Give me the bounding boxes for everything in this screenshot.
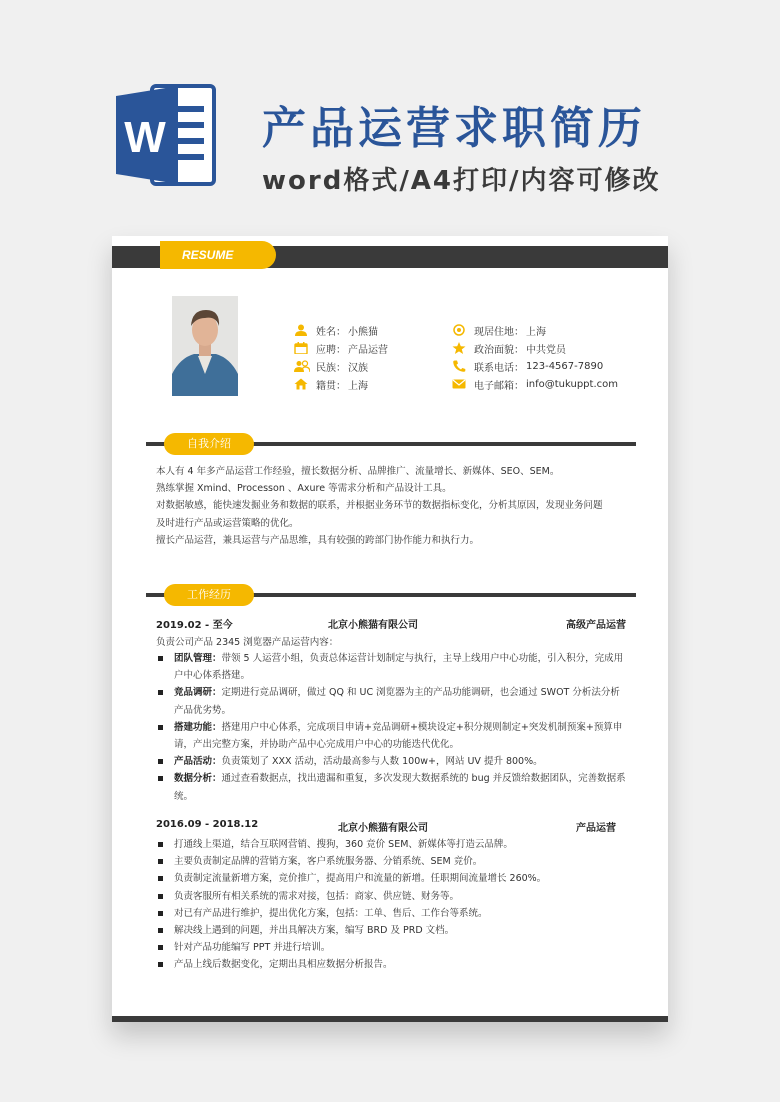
job-company: 北京小熊猫有限公司 bbox=[328, 620, 418, 631]
job-header bbox=[156, 616, 626, 632]
info-phone bbox=[452, 357, 618, 375]
info-label: 应聘： bbox=[316, 344, 346, 356]
info-position bbox=[294, 339, 388, 357]
job-header bbox=[156, 819, 626, 835]
word-doc-icon bbox=[112, 80, 222, 190]
star-icon bbox=[452, 342, 468, 354]
info-name bbox=[294, 321, 388, 339]
list-item: 团队管理：带领 5 人运营小组，负责总体运营计划制定与执行，主导上线用户中心功能，引入积分，完成用户中心体系搭建。 bbox=[156, 650, 626, 684]
info-ethnicity bbox=[294, 357, 388, 375]
info-value: 汉族 bbox=[348, 362, 368, 374]
job-period: 2016.09 - 2018.12 bbox=[156, 819, 259, 830]
info-residence bbox=[452, 321, 618, 339]
list-item: 搭建功能：搭建用户中心体系，完成项目申请+竞品调研+模块设定+积分规则制定+突发机制预案+预算申请，产出完整方案，并协助产品中心完成用户中心的功能迭代优化。 bbox=[156, 719, 626, 753]
info-value: info@tukuppt.com bbox=[526, 378, 618, 390]
list-item: 数据分析：通过查看数据点，找出遗漏和重复，多次发现大数据系统的 bug 并反馈给数据团队，完善数据系统。 bbox=[156, 770, 626, 804]
info-label: 电子邮箱： bbox=[474, 380, 524, 392]
info-label: 籍贯： bbox=[316, 380, 346, 392]
info-left bbox=[294, 321, 388, 393]
job-position: 高级产品运营 bbox=[566, 620, 626, 631]
info-value: 中共党员 bbox=[526, 344, 566, 356]
info-right bbox=[452, 321, 618, 393]
list-item: 产品上线后数据变化，定期出具相应数据分析报告。 bbox=[156, 956, 626, 973]
footer-bar bbox=[112, 1016, 668, 1022]
intro-line: 擅长产品运营，兼具运营与产品思维，具有较强的跨部门协作能力和执行力。 bbox=[156, 534, 480, 546]
phone-icon bbox=[452, 360, 468, 372]
list-item: 对已有产品进行维护，提出优化方案，包括：工单、售后、工作台等系统。 bbox=[156, 905, 626, 922]
info-label: 政治面貌： bbox=[474, 344, 524, 356]
section-header-intro bbox=[146, 433, 636, 455]
info-label: 现居住地： bbox=[474, 326, 524, 338]
info-email bbox=[452, 375, 618, 393]
info-value: 小熊猫 bbox=[348, 326, 378, 338]
list-item: 负责制定流量新增方案，竞价推广，提高用户和流量的新增。任职期间流量增长 260%。 bbox=[156, 870, 626, 887]
job-period: 2019.02 - 至今 bbox=[156, 620, 233, 631]
group-icon bbox=[294, 360, 310, 372]
resume-page bbox=[112, 236, 668, 1022]
job-intro: 负责公司产品 2345 浏览器产品运营内容： bbox=[156, 637, 339, 648]
list-item: 产品活动：负责策划了 XXX 活动，活动最高参与人数 100w+，网站 UV 提升 800%。 bbox=[156, 753, 626, 770]
mail-icon bbox=[452, 378, 468, 390]
info-label: 姓名： bbox=[316, 326, 346, 338]
word-logo-letter: W bbox=[124, 113, 166, 162]
job-bullets bbox=[156, 650, 626, 805]
job-bullets bbox=[156, 836, 626, 974]
info-value: 产品运营 bbox=[348, 344, 388, 356]
profile-photo bbox=[172, 296, 238, 396]
list-item: 解决线上遇到的问题，并出具解决方案，编写 BRD 及 PRD 文档。 bbox=[156, 922, 626, 939]
section-title: 工作经历 bbox=[164, 584, 254, 606]
section-title: 自我介绍 bbox=[164, 433, 254, 455]
info-hometown bbox=[294, 375, 388, 393]
info-value: 上海 bbox=[526, 326, 546, 338]
list-item: 打通线上渠道，结合互联网营销、搜狗，360 竞价 SEM、新媒体等打造云品牌。 bbox=[156, 836, 626, 853]
location-icon bbox=[452, 324, 468, 336]
intro-line: 对数据敏感，能快速发掘业务和数据的联系，并根据业务环节的数据指标变化，分析其原因，发现业务问题 bbox=[156, 500, 603, 512]
calendar-icon bbox=[294, 342, 310, 354]
info-label: 联系电话： bbox=[474, 362, 524, 374]
job-company: 北京小熊猫有限公司 bbox=[338, 823, 428, 834]
banner-title: 产品运营求职简历 bbox=[262, 103, 646, 154]
user-icon bbox=[294, 324, 310, 336]
section-header-work bbox=[146, 584, 636, 606]
intro-line: 熟练掌握 Xmind、Processon 、Axure 等需求分析和产品设计工具。 bbox=[156, 483, 452, 495]
intro-text bbox=[156, 463, 636, 549]
intro-line: 及时进行产品或运营策略的优化。 bbox=[156, 517, 299, 529]
list-item: 主要负责制定品牌的营销方案，客户系统服务器、分销系统、SEM 竞价。 bbox=[156, 853, 626, 870]
list-item: 负责客服所有相关系统的需求对接，包括：商家、供应链、财务等。 bbox=[156, 888, 626, 905]
job-position: 产品运营 bbox=[576, 823, 616, 834]
banner-subtitle: word格式/A4打印/内容可修改 bbox=[262, 166, 661, 196]
info-value: 123-4567-7890 bbox=[526, 360, 604, 372]
home-icon bbox=[294, 378, 310, 390]
list-item: 针对产品功能编写 PPT 并进行培训。 bbox=[156, 939, 626, 956]
list-item: 竞品调研：定期进行竞品调研，做过 QQ 和 UC 浏览器为主的产品功能调研，也会通过 SWOT 分析法分析产品优劣势。 bbox=[156, 684, 626, 718]
info-political bbox=[452, 339, 618, 357]
intro-line: 本人有 4 年多产品运营工作经验，擅长数据分析、品牌推广、流量增长、新媒体、SEO、SEM。 bbox=[156, 466, 560, 477]
resume-tab: RESUME bbox=[160, 241, 276, 269]
info-label: 民族： bbox=[316, 362, 346, 374]
info-value: 上海 bbox=[348, 380, 368, 392]
